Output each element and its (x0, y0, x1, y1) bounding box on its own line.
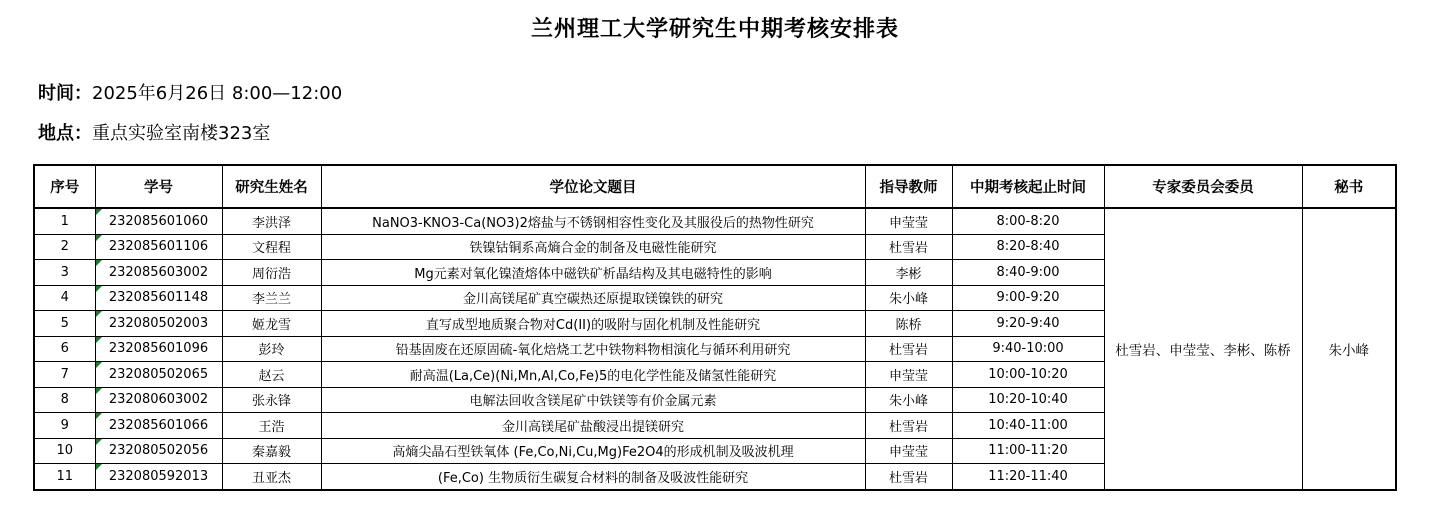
row-time-slot: 9:40-10:00 (952, 336, 1104, 362)
row-student-id: 232085601060 (95, 208, 222, 234)
row-student-name: 姬龙雪 (222, 311, 321, 337)
schedule-table (33, 164, 1397, 491)
row-advisor: 朱小峰 (865, 285, 952, 311)
row-thesis-title: 金川高镁尾矿真空碳热还原提取镁镍铁的研究 (321, 285, 865, 311)
header-thesis-title: 学位论文题目 (321, 165, 865, 208)
row-advisor: 杜雪岩 (865, 234, 952, 260)
time-value: 2025年6月26日 8:00—12:00 (92, 83, 343, 104)
table-row (34, 208, 1396, 234)
committee-members: 杜雪岩、申莹莹、李彬、陈桥 (1104, 208, 1302, 490)
header-row (34, 165, 1396, 208)
row-advisor: 申莹莹 (865, 208, 952, 234)
row-time-slot: 10:20-10:40 (952, 387, 1104, 413)
row-index: 7 (34, 362, 95, 388)
row-time-slot: 8:00-8:20 (952, 208, 1104, 234)
row-student-id: 232080502056 (95, 438, 222, 464)
row-student-id: 232080502065 (95, 362, 222, 388)
place-label: 地点： (38, 123, 92, 144)
row-time-slot: 9:20-9:40 (952, 311, 1104, 337)
row-index: 11 (34, 464, 95, 490)
row-student-id: 232085601148 (95, 285, 222, 311)
row-thesis-title: 电解法回收含镁尾矿中铁镁等有价金属元素 (321, 387, 865, 413)
row-student-name: 彭玲 (222, 336, 321, 362)
row-index: 4 (34, 285, 95, 311)
header-index: 序号 (34, 165, 95, 208)
row-student-id: 232085603002 (95, 260, 222, 286)
row-student-id: 232085601106 (95, 234, 222, 260)
row-thesis-title: 铅基固废在还原固硫-氧化焙烧工艺中铁物料物相演化与循环利用研究 (321, 336, 865, 362)
row-advisor: 陈桥 (865, 311, 952, 337)
header-time-slot: 中期考核起止时间 (952, 165, 1104, 208)
row-thesis-title: (Fe,Co) 生物质衍生碳复合材料的制备及吸波性能研究 (321, 464, 865, 490)
row-time-slot: 10:00-10:20 (952, 362, 1104, 388)
row-student-name: 李洪泽 (222, 208, 321, 234)
header-student-name: 研究生姓名 (222, 165, 321, 208)
row-thesis-title: NaNO3-KNO3-Ca(NO3)2熔盐与不锈钢相容性变化及其服役后的热物性研究 (321, 208, 865, 234)
row-time-slot: 11:00-11:20 (952, 438, 1104, 464)
row-student-id: 232085601096 (95, 336, 222, 362)
row-student-name: 王浩 (222, 413, 321, 439)
row-student-name: 李兰兰 (222, 285, 321, 311)
row-student-id: 232080592013 (95, 464, 222, 490)
row-advisor: 杜雪岩 (865, 336, 952, 362)
page-title: 兰州理工大学研究生中期考核安排表 (530, 17, 899, 42)
row-index: 1 (34, 208, 95, 234)
row-student-name: 周衍浩 (222, 260, 321, 286)
row-time-slot: 11:20-11:40 (952, 464, 1104, 490)
row-student-id: 232080603002 (95, 387, 222, 413)
row-student-id: 232080502003 (95, 311, 222, 337)
row-advisor: 申莹莹 (865, 438, 952, 464)
row-index: 8 (34, 387, 95, 413)
row-thesis-title: 耐高温(La,Ce)(Ni,Mn,Al,Co,Fe)5的电化学性能及储氢性能研究 (321, 362, 865, 388)
row-advisor: 李彬 (865, 260, 952, 286)
row-thesis-title: 铁镍钴铜系高熵合金的制备及电磁性能研究 (321, 234, 865, 260)
row-index: 9 (34, 413, 95, 439)
row-time-slot: 10:40-11:00 (952, 413, 1104, 439)
row-thesis-title: 高熵尖晶石型铁氧体 (Fe,Co,Ni,Cu,Mg)Fe2O4的形成机制及吸波机理 (321, 438, 865, 464)
row-index: 5 (34, 311, 95, 337)
row-index: 10 (34, 438, 95, 464)
row-advisor: 杜雪岩 (865, 464, 952, 490)
row-student-name: 赵云 (222, 362, 321, 388)
row-student-id: 232085601066 (95, 413, 222, 439)
header-secretary: 秘书 (1302, 165, 1396, 208)
row-thesis-title: 直写成型地质聚合物对Cd(II)的吸附与固化机制及性能研究 (321, 311, 865, 337)
row-student-name: 丑亚杰 (222, 464, 321, 490)
row-thesis-title: Mg元素对氧化镍渣熔体中磁铁矿析晶结构及其电磁特性的影响 (321, 260, 865, 286)
exam-time (38, 79, 342, 105)
row-time-slot: 8:40-9:00 (952, 260, 1104, 286)
row-student-name: 张永锋 (222, 387, 321, 413)
place-value: 重点实验室南楼323室 (92, 123, 271, 144)
time-label: 时间： (38, 83, 92, 104)
row-time-slot: 9:00-9:20 (952, 285, 1104, 311)
row-advisor: 杜雪岩 (865, 413, 952, 439)
header-advisor: 指导教师 (865, 165, 952, 208)
row-index: 6 (34, 336, 95, 362)
row-student-name: 文程程 (222, 234, 321, 260)
row-index: 3 (34, 260, 95, 286)
secretary-name: 朱小峰 (1302, 208, 1396, 490)
exam-place (38, 119, 270, 145)
row-student-name: 秦嘉毅 (222, 438, 321, 464)
row-index: 2 (34, 234, 95, 260)
header-committee: 专家委员会委员 (1104, 165, 1302, 208)
header-student-id: 学号 (95, 165, 222, 208)
row-advisor: 申莹莹 (865, 362, 952, 388)
row-advisor: 朱小峰 (865, 387, 952, 413)
row-thesis-title: 金川高镁尾矿盐酸浸出提镁研究 (321, 413, 865, 439)
row-time-slot: 8:20-8:40 (952, 234, 1104, 260)
